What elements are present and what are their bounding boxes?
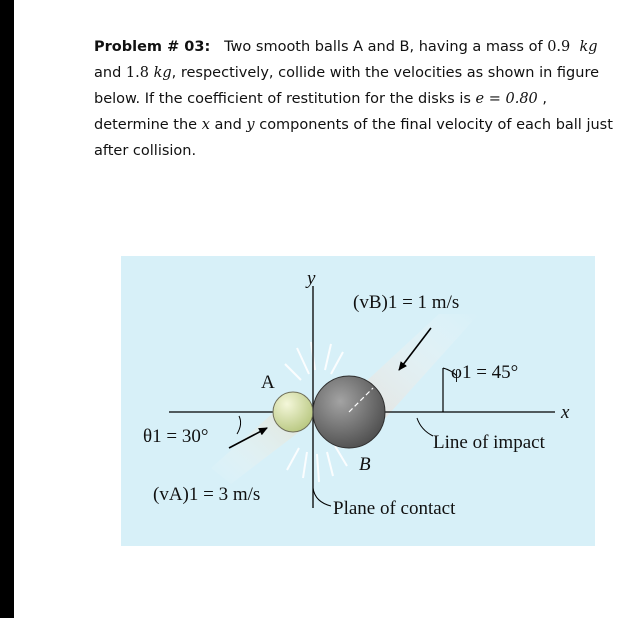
y-axis-label: y: [307, 268, 316, 289]
mass-a-value: 0.9: [547, 39, 571, 55]
ball-a: [273, 392, 313, 432]
mass-b-value: 1.8: [125, 65, 149, 81]
plane-of-contact-label: Plane of contact: [333, 498, 456, 519]
x-axis-label: x: [561, 402, 570, 423]
problem-text: ,: [537, 91, 547, 107]
unit-kg: kg: [579, 39, 598, 55]
unit-kg: kg: [153, 65, 172, 81]
y-variable: y: [246, 117, 255, 133]
problem-line-5: [94, 138, 614, 164]
ball-b-label: B: [359, 454, 371, 475]
restitution-expression: e = 0.80: [475, 91, 538, 107]
collision-figure: [121, 256, 595, 546]
problem-heading: Problem # 03:: [94, 39, 211, 55]
theta-angle-label: θ1 = 30°: [143, 426, 209, 447]
line-of-impact-leader: [417, 418, 433, 436]
velocity-b-label: (vB)1 = 1 m/s: [353, 292, 460, 313]
problem-text: , respectively, collide with the velocities as shown in figure: [171, 65, 600, 81]
problem-text: below. If the coefficient of restitution for the disks is: [94, 91, 476, 107]
problem-line-4: [94, 112, 614, 138]
line-of-impact-label: Line of impact: [433, 432, 545, 453]
problem-text: determine the: [94, 117, 202, 133]
problem-text: components of the final velocity of each ball just: [254, 117, 613, 133]
velocity-a-label: (vA)1 = 3 m/s: [153, 484, 261, 505]
phi-angle-label: φ1 = 45°: [451, 362, 519, 383]
problem-line-1: [94, 34, 614, 60]
x-variable: x: [201, 117, 210, 133]
problem-line-2: [94, 60, 614, 86]
problem-text: Two smooth balls A and B, having a mass of: [224, 39, 548, 55]
theta-angle-arc: [237, 416, 241, 434]
ball-a-label: A: [261, 372, 275, 393]
left-black-bar: [0, 0, 14, 618]
problem-text: and: [94, 65, 126, 81]
plane-of-contact-leader: [313, 488, 331, 506]
problem-statement: [94, 34, 614, 164]
problem-text: after collision.: [94, 143, 197, 159]
problem-text: and: [209, 117, 247, 133]
collision-diagram: [121, 256, 595, 546]
problem-line-3: [94, 86, 614, 112]
